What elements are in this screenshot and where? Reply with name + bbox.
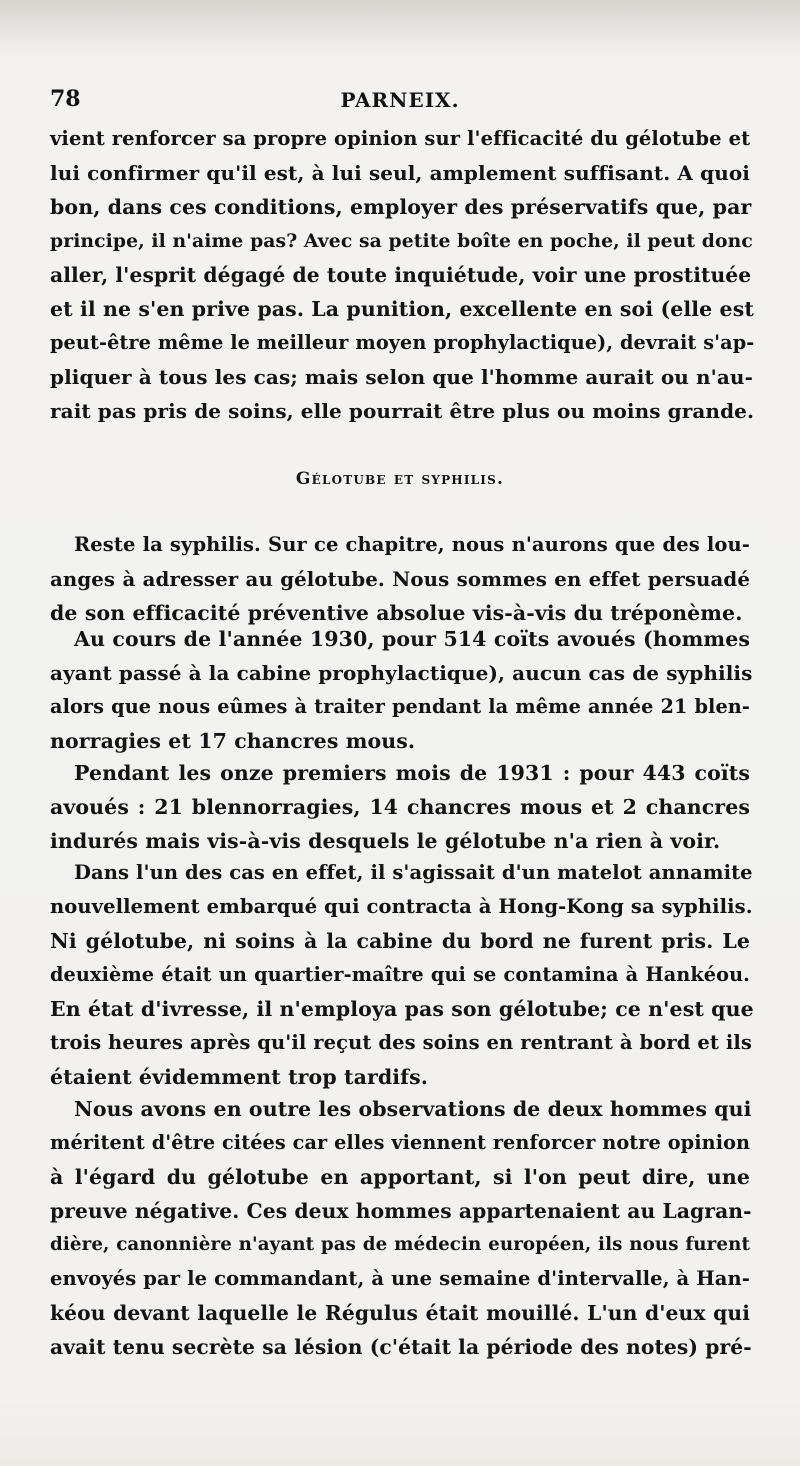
text-line: trois heures après qu'il reçut des soins en rentrant à bord et ils xyxy=(50,1031,752,1054)
text-line: avoués : 21 blennorragies, 14 chancres mous et 2 chancres xyxy=(50,795,750,819)
text-line: Au cours de l'année 1930, pour 514 coïts avoués (hommes xyxy=(74,627,750,651)
text-line: Reste la syphilis. Sur ce chapitre, nous n'aurons que des lou- xyxy=(74,533,750,556)
text-line: lui confirmer qu'il est, à lui seul, amplement suffisant. A quoi xyxy=(50,161,750,185)
text-line: principe, il n'aime pas? Avec sa petite boîte en poche, il peut donc xyxy=(50,230,753,252)
text-line: dière, canonnière n'ayant pas de médecin européen, ils nous furent xyxy=(50,1234,750,1255)
text-line: vient renforcer sa propre opinion sur l'efficacité du gélotube et xyxy=(50,127,751,150)
text-line: avait tenu secrète sa lésion (c'était la période des notes) pré- xyxy=(50,1335,752,1359)
text-line: Ni gélotube, ni soins à la cabine du bord ne furent pris. Le xyxy=(50,929,750,953)
text-line: rait pas pris de soins, elle pourrait être plus ou moins grande. xyxy=(50,399,755,423)
text-line: indurés mais vis-à-vis desquels le gélotube n'a rien à voir. xyxy=(50,829,721,853)
text-line: deuxième était un quartier-maître qui se contamina à Hankéou. xyxy=(50,963,750,986)
text-line: de son efficacité préventive absolue vis-à-vis du tréponème. xyxy=(50,601,743,625)
text-line: nouvellement embarqué qui contracta à Hong-Kong sa syphilis. xyxy=(50,895,753,918)
paragraph-1 xyxy=(50,122,755,428)
section-heading xyxy=(50,469,750,489)
text-line: envoyés par le commandant, à une semaine d'intervalle, à Han- xyxy=(50,1267,750,1290)
text-line: alors que nous eûmes à traiter pendant la même année 21 blen- xyxy=(50,695,750,718)
text-line: à l'égard du gélotube en apportant, si l'on peut dire, une xyxy=(50,1165,750,1189)
running-title: PARNEIX. xyxy=(340,88,460,112)
text-line: En état d'ivresse, il n'employa pas son gélotube; ce n'est que xyxy=(50,997,754,1021)
page-header xyxy=(50,86,750,116)
paragraph-3 xyxy=(50,622,753,758)
text-line: kéou devant laquelle le Régulus était mouillé. L'un d'eux qui xyxy=(50,1301,750,1325)
paragraph-5 xyxy=(50,856,754,1094)
page-number: 78 xyxy=(50,86,81,112)
text-line: pliquer à tous les cas; mais selon que l'homme aurait ou n'au- xyxy=(50,365,753,389)
text-line: Pendant les onze premiers mois de 1931 : pour 443 coïts xyxy=(74,761,750,785)
text-line: méritent d'être citées car elles viennent renforcer notre opinion xyxy=(50,1131,751,1154)
text-line: étaient évidemment trop tardifs. xyxy=(50,1065,428,1089)
scan-shadow xyxy=(0,0,800,60)
text-line: ayant passé à la cabine prophylactique), aucun cas de syphilis xyxy=(50,661,753,685)
paragraph-2 xyxy=(50,528,750,630)
text-line: preuve négative. Ces deux hommes appartenaient au Lagran- xyxy=(50,1199,752,1223)
text-line: peut-être même le meilleur moyen prophylactique), devrait s'ap- xyxy=(50,331,755,354)
paragraph-6 xyxy=(50,1092,750,1364)
text-line: norragies et 17 chancres mous. xyxy=(50,729,416,753)
text-line: aller, l'esprit dégagé de toute inquiétude, voir une prostituée xyxy=(50,263,752,287)
text-line: anges à adresser au gélotube. Nous sommes en effet persuadé xyxy=(50,567,750,591)
paragraph-4 xyxy=(50,756,750,858)
text-line: Nous avons en outre les observations de deux hommes qui xyxy=(74,1097,752,1121)
text-line: Dans l'un des cas en effet, il s'agissait d'un matelot annamite xyxy=(74,861,753,884)
text-line: bon, dans ces conditions, employer des préservatifs que, par xyxy=(50,195,752,219)
text-line: et il ne s'en prive pas. La punition, excellente en soi (elle est xyxy=(50,297,754,321)
section-heading-text: Gélotube et syphilis. xyxy=(295,469,505,489)
